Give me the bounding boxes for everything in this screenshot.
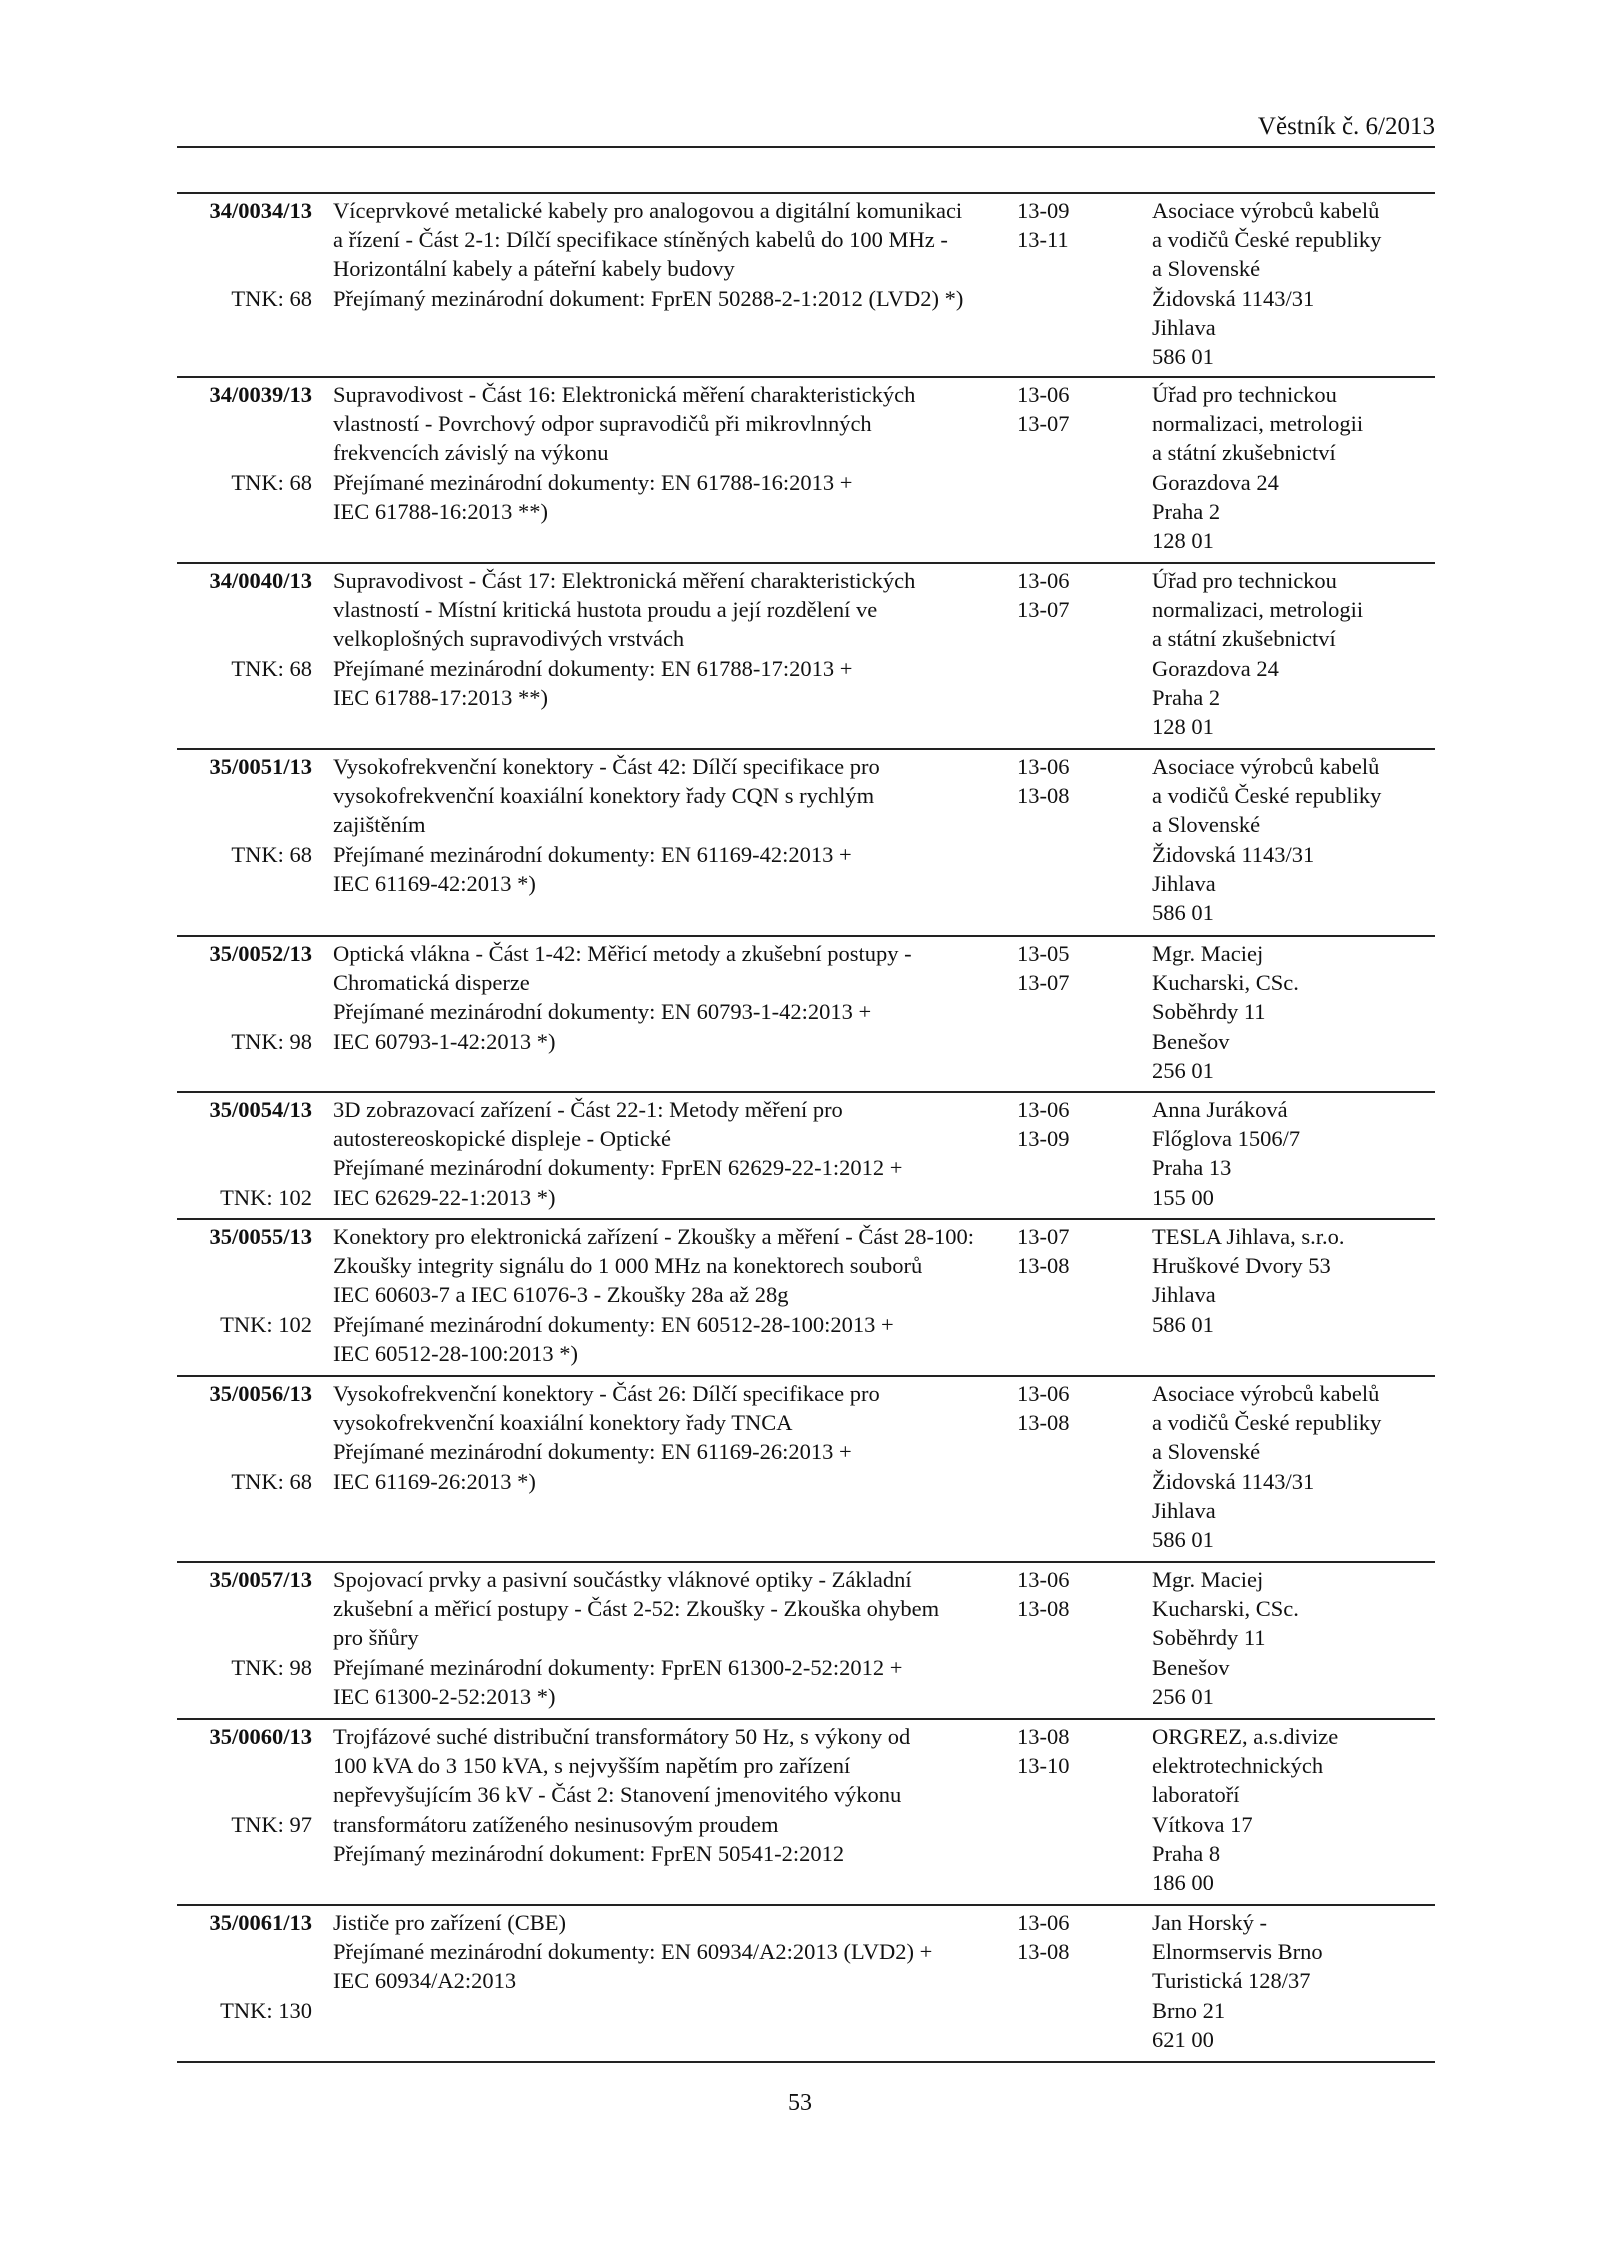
contact-line: Praha 2 [1152, 498, 1221, 524]
contact-cell [1150, 937, 1435, 1091]
table-row [177, 1720, 1435, 1906]
description-cell [312, 194, 1015, 376]
contact-line: Asociace výrobců kabelů [1152, 198, 1380, 223]
contact-line: 586 01 [1152, 1311, 1214, 1337]
table-row [177, 1906, 1435, 2063]
contact-line: a vodičů České republiky [1152, 227, 1382, 253]
contact-line: normalizaci, metrologii [1152, 411, 1364, 437]
contact-line: Mgr. Maciej [1152, 1567, 1264, 1592]
description-line: 100 kVA do 3 150 kVA, s nejvyšším napětím pro zařízení [333, 1753, 851, 1779]
contact-line: Vítkova 17 [1152, 1811, 1253, 1837]
code-cell [177, 1906, 312, 2061]
contact-line: 128 01 [1152, 528, 1214, 554]
description-cell [312, 1093, 1015, 1218]
dates-cell [1015, 750, 1150, 935]
contact-line: Flőglova 1506/7 [1152, 1126, 1301, 1152]
date-value: 13-08 [1017, 1596, 1070, 1622]
description-line: pro šňůry [333, 1625, 419, 1651]
tnk-label: TNK: 68 [231, 841, 312, 867]
description-cell [312, 1906, 1015, 2061]
description-line: frekvencích závislý na výkonu [333, 440, 609, 466]
contact-cell [1150, 378, 1435, 562]
date-value: 13-06 [1017, 1567, 1070, 1592]
dates-cell [1015, 564, 1150, 748]
contact-line: Praha 13 [1152, 1155, 1232, 1181]
description-line: Vysokofrekvenční konektory - Část 26: Dílčí specifikace pro [333, 1381, 880, 1406]
description-line: zkušební a měřicí postupy - Část 2-52: Zkoušky - Zkouška ohybem [333, 1596, 940, 1622]
dates-cell [1015, 194, 1150, 376]
code-cell [177, 1093, 312, 1218]
description-line: Horizontální kabely a páteřní kabely budovy [333, 256, 735, 282]
contact-line: a státní zkušebnictví [1152, 440, 1336, 466]
tnk-label: TNK: 98 [231, 1028, 312, 1054]
table-row [177, 378, 1435, 564]
contact-line: a Slovenské [1152, 812, 1261, 838]
dates-cell [1015, 1563, 1150, 1718]
contact-line: normalizaci, metrologii [1152, 597, 1364, 623]
description-cell [312, 1563, 1015, 1718]
standard-code: 35/0057/13 [209, 1567, 312, 1592]
description-line: IEC 61788-17:2013 **) [333, 684, 548, 710]
standard-code: 35/0052/13 [209, 941, 312, 966]
standard-code: 34/0039/13 [209, 382, 312, 407]
contact-line: Anna Juráková [1152, 1097, 1288, 1122]
contact-line: Jan Horský - [1152, 1910, 1267, 1935]
contact-line: laboratoří [1152, 1782, 1240, 1808]
description-cell [312, 1377, 1015, 1561]
dates-cell [1015, 1720, 1150, 1904]
code-cell [177, 378, 312, 562]
contact-line: Praha 8 [1152, 1840, 1221, 1866]
date-value: 13-08 [1017, 1724, 1070, 1749]
standard-code: 35/0056/13 [209, 1381, 312, 1406]
date-value: 13-06 [1017, 1910, 1070, 1935]
code-cell [177, 1563, 312, 1718]
journal-header [177, 112, 1435, 148]
contact-line: Úřad pro technickou [1152, 568, 1337, 593]
table-row [177, 1563, 1435, 1720]
description-cell [312, 1720, 1015, 1904]
description-line: Přejímané mezinárodní dokumenty: EN 61169-26:2013 + [333, 1439, 852, 1465]
description-line: vysokofrekvenční koaxiální konektory řady CQN s rychlým [333, 783, 875, 809]
contact-line: Gorazdova 24 [1152, 469, 1279, 495]
standard-code: 35/0061/13 [209, 1910, 312, 1935]
tnk-label: TNK: 68 [231, 285, 312, 311]
standard-code: 35/0055/13 [209, 1224, 312, 1249]
date-value: 13-07 [1017, 597, 1070, 623]
date-value: 13-06 [1017, 754, 1070, 779]
contact-line: Jihlava [1152, 1497, 1216, 1523]
tnk-label: TNK: 98 [231, 1654, 312, 1680]
contact-line: 256 01 [1152, 1057, 1214, 1083]
contact-line: Jihlava [1152, 1282, 1216, 1308]
dates-cell [1015, 1220, 1150, 1375]
contact-cell [1150, 1377, 1435, 1561]
page-number: 53 [788, 2090, 812, 2116]
dates-cell [1015, 937, 1150, 1091]
contact-line: 586 01 [1152, 1527, 1214, 1553]
contact-line: Jihlava [1152, 870, 1216, 896]
contact-line: Mgr. Maciej [1152, 941, 1264, 966]
date-value: 13-07 [1017, 411, 1070, 437]
description-cell [312, 937, 1015, 1091]
description-line: Trojfázové suché distribuční transformátory 50 Hz, s výkony od [333, 1724, 911, 1749]
tnk-label: TNK: 68 [231, 469, 312, 495]
date-value: 13-06 [1017, 382, 1070, 407]
contact-line: 621 00 [1152, 2026, 1214, 2052]
date-value: 13-07 [1017, 1224, 1070, 1249]
description-cell [312, 1220, 1015, 1375]
date-value: 13-08 [1017, 783, 1070, 809]
description-cell [312, 750, 1015, 935]
code-cell [177, 194, 312, 376]
contact-line: Praha 2 [1152, 684, 1221, 710]
code-cell [177, 1377, 312, 1561]
contact-line: a státní zkušebnictví [1152, 626, 1336, 652]
date-value: 13-07 [1017, 970, 1070, 996]
contact-cell [1150, 564, 1435, 748]
contact-line: Židovská 1143/31 [1152, 1468, 1315, 1494]
standard-code: 34/0040/13 [209, 568, 312, 593]
description-line: autostereoskopické displeje - Optické [333, 1126, 672, 1152]
contact-line: Gorazdova 24 [1152, 655, 1279, 681]
standard-code: 35/0060/13 [209, 1724, 312, 1749]
description-line: Víceprvkové metalické kabely pro analogovou a digitální komunikaci [333, 198, 963, 223]
description-line: IEC 60934/A2:2013 [333, 1968, 517, 1994]
contact-line: 128 01 [1152, 714, 1214, 740]
description-line: Přejímaný mezinárodní dokument: FprEN 50288-2-1:2012 (LVD2) *) [333, 285, 964, 311]
description-line: Konektory pro elektronická zařízení - Zkoušky a měření - Část 28-100: [333, 1224, 975, 1249]
table-row [177, 194, 1435, 378]
description-line: Přejímané mezinárodní dokumenty: EN 61169-42:2013 + [333, 841, 852, 867]
description-line: vlastností - Místní kritická hustota proudu a její rozdělení ve [333, 597, 878, 623]
contact-line: Turistická 128/37 [1152, 1968, 1311, 1994]
description-line: Zkoušky integrity signálu do 1 000 MHz na konektorech souborů [333, 1253, 923, 1279]
contact-line: elektrotechnických [1152, 1753, 1324, 1779]
description-line: IEC 60793-1-42:2013 *) [333, 1028, 556, 1054]
date-value: 13-06 [1017, 1097, 1070, 1122]
description-line: Supravodivost - Část 16: Elektronická měření charakteristických [333, 382, 916, 407]
description-line: vysokofrekvenční koaxiální konektory řady TNCA [333, 1410, 793, 1436]
description-line: Optická vlákna - Část 1-42: Měřicí metody a zkušební postupy - [333, 941, 912, 966]
table-row [177, 564, 1435, 750]
contact-line: 586 01 [1152, 344, 1214, 370]
contact-line: a vodičů České republiky [1152, 1410, 1382, 1436]
contact-line: Benešov [1152, 1028, 1230, 1054]
description-line: Přejímané mezinárodní dokumenty: FprEN 62629-22-1:2012 + [333, 1155, 903, 1181]
tnk-label: TNK: 130 [220, 1997, 312, 2023]
dates-cell [1015, 1377, 1150, 1561]
table-row [177, 1220, 1435, 1377]
code-cell [177, 750, 312, 935]
description-line: zajištěním [333, 812, 426, 838]
contact-line: Benešov [1152, 1654, 1230, 1680]
date-value: 13-06 [1017, 568, 1070, 593]
contact-line: ORGREZ, a.s.divize [1152, 1724, 1339, 1749]
table-row [177, 750, 1435, 937]
contact-line: Židovská 1143/31 [1152, 841, 1315, 867]
description-line: Přejímané mezinárodní dokumenty: FprEN 61300-2-52:2012 + [333, 1654, 903, 1680]
standards-table [177, 192, 1435, 2063]
description-line: 3D zobrazovací zařízení - Část 22-1: Metody měření pro [333, 1097, 843, 1122]
contact-line: Židovská 1143/31 [1152, 285, 1315, 311]
tnk-label: TNK: 97 [231, 1811, 312, 1837]
contact-line: a Slovenské [1152, 1439, 1261, 1465]
tnk-label: TNK: 68 [231, 655, 312, 681]
description-line: Přejímaný mezinárodní dokument: FprEN 50541-2:2012 [333, 1840, 845, 1866]
table-row [177, 1093, 1435, 1220]
description-line: vlastností - Povrchový odpor supravodičů při mikrovlnných [333, 411, 872, 437]
contact-cell [1150, 750, 1435, 935]
date-value: 13-10 [1017, 1753, 1070, 1779]
contact-line: 586 01 [1152, 900, 1214, 926]
description-line: Přejímané mezinárodní dokumenty: EN 60512-28-100:2013 + [333, 1311, 894, 1337]
contact-line: 256 01 [1152, 1683, 1214, 1709]
dates-cell [1015, 1906, 1150, 2061]
description-line: IEC 60603-7 a IEC 61076-3 - Zkoušky 28a až 28g [333, 1282, 789, 1308]
contact-cell [1150, 194, 1435, 376]
standard-code: 35/0054/13 [209, 1097, 312, 1122]
date-value: 13-09 [1017, 198, 1070, 223]
dates-cell [1015, 378, 1150, 562]
contact-line: Elnormservis Brno [1152, 1939, 1323, 1965]
code-cell [177, 937, 312, 1091]
description-line: Supravodivost - Část 17: Elektronická měření charakteristických [333, 568, 916, 593]
contact-line: Soběhrdy 11 [1152, 999, 1266, 1025]
contact-line: Brno 21 [1152, 1997, 1226, 2023]
contact-line: Hruškové Dvory 53 [1152, 1253, 1331, 1279]
contact-line: Soběhrdy 11 [1152, 1625, 1266, 1651]
standard-code: 34/0034/13 [209, 198, 312, 223]
description-line: nepřevyšujícím 36 kV - Část 2: Stanovení jmenovitého výkonu [333, 1782, 902, 1808]
description-line: Přejímané mezinárodní dokumenty: EN 60934/A2:2013 (LVD2) + [333, 1939, 933, 1965]
date-value: 13-05 [1017, 941, 1070, 966]
contact-line: Kucharski, CSc. [1152, 970, 1299, 996]
code-cell [177, 564, 312, 748]
date-value: 13-08 [1017, 1939, 1070, 1965]
contact-line: Jihlava [1152, 314, 1216, 340]
contact-cell [1150, 1220, 1435, 1375]
description-line: velkoplošných supravodivých vrstvách [333, 626, 685, 652]
table-row [177, 1377, 1435, 1563]
description-line: Přejímané mezinárodní dokumenty: EN 61788-17:2013 + [333, 655, 853, 681]
code-cell [177, 1720, 312, 1904]
table-row [177, 937, 1435, 1093]
contact-line: TESLA Jihlava, s.r.o. [1152, 1224, 1345, 1249]
code-cell [177, 1220, 312, 1375]
tnk-label: TNK: 102 [220, 1184, 312, 1210]
description-cell [312, 378, 1015, 562]
dates-cell [1015, 1093, 1150, 1218]
date-value: 13-11 [1017, 227, 1069, 253]
contact-line: a vodičů České republiky [1152, 783, 1382, 809]
description-line: IEC 61788-16:2013 **) [333, 498, 548, 524]
tnk-label: TNK: 102 [220, 1311, 312, 1337]
standard-code: 35/0051/13 [209, 754, 312, 779]
contact-line: Kucharski, CSc. [1152, 1596, 1299, 1622]
contact-line: a Slovenské [1152, 256, 1261, 282]
description-cell [312, 564, 1015, 748]
contact-cell [1150, 1093, 1435, 1218]
description-line: IEC 60512-28-100:2013 *) [333, 1340, 578, 1366]
description-line: transformátoru zatíženého nesinusovým proudem [333, 1811, 779, 1837]
date-value: 13-08 [1017, 1253, 1070, 1279]
description-line: IEC 62629-22-1:2013 *) [333, 1184, 556, 1210]
contact-line: Asociace výrobců kabelů [1152, 1381, 1380, 1406]
description-line: IEC 61169-26:2013 *) [333, 1468, 536, 1494]
contact-line: 186 00 [1152, 1870, 1214, 1896]
journal-title: Věstník č. 6/2013 [1257, 113, 1435, 140]
description-line: Chromatická disperze [333, 970, 530, 996]
contact-cell [1150, 1720, 1435, 1904]
description-line: a řízení - Část 2-1: Dílčí specifikace stíněných kabelů do 100 MHz - [333, 227, 948, 253]
description-line: Spojovací prvky a pasivní součástky vláknové optiky - Základní [333, 1567, 912, 1592]
contact-line: 155 00 [1152, 1184, 1214, 1210]
contact-cell [1150, 1906, 1435, 2061]
contact-cell [1150, 1563, 1435, 1718]
description-line: IEC 61300-2-52:2013 *) [333, 1683, 556, 1709]
date-value: 13-06 [1017, 1381, 1070, 1406]
tnk-label: TNK: 68 [231, 1468, 312, 1494]
description-line: Přejímané mezinárodní dokumenty: EN 61788-16:2013 + [333, 469, 853, 495]
contact-line: Asociace výrobců kabelů [1152, 754, 1380, 779]
description-line: Vysokofrekvenční konektory - Část 42: Dílčí specifikace pro [333, 754, 880, 779]
description-line: IEC 61169-42:2013 *) [333, 870, 536, 896]
contact-line: Úřad pro technickou [1152, 382, 1337, 407]
date-value: 13-09 [1017, 1126, 1070, 1152]
description-line: Přejímané mezinárodní dokumenty: EN 60793-1-42:2013 + [333, 999, 872, 1025]
date-value: 13-08 [1017, 1410, 1070, 1436]
description-line: Jističe pro zařízení (CBE) [333, 1910, 567, 1935]
